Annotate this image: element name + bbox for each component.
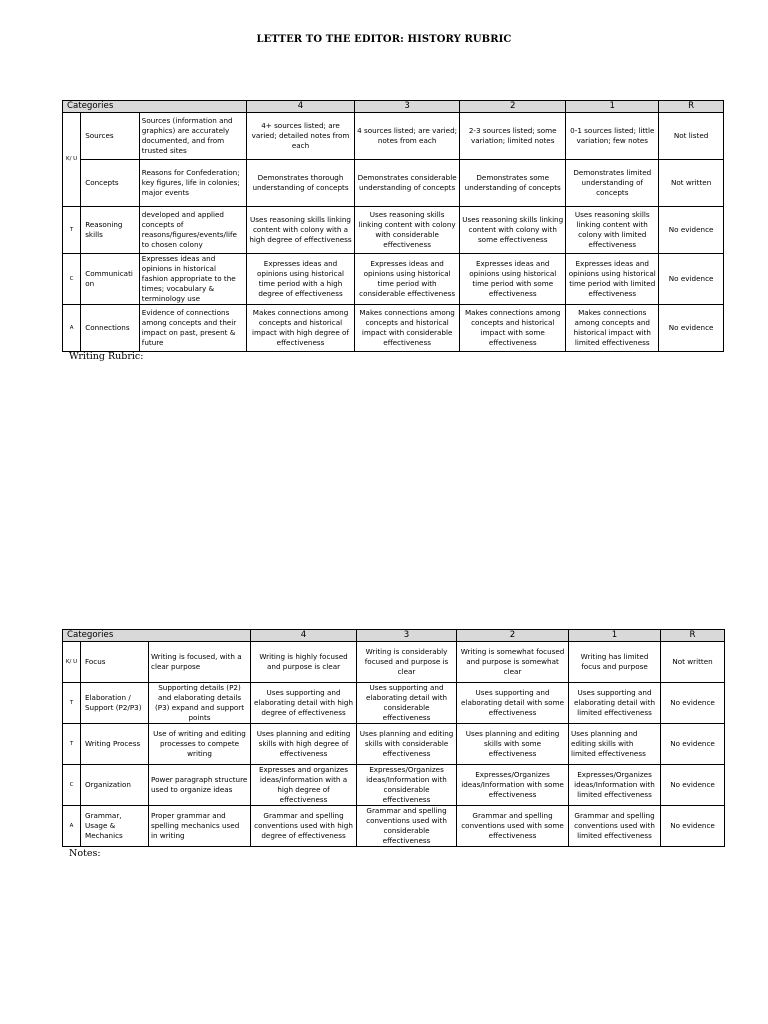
level-2-cell: Grammar and spelling conventions used with some effectiveness: [457, 806, 569, 847]
table-row: [63, 765, 725, 806]
criterion-description: Use of writing and editing processes to compete writing: [149, 724, 251, 765]
level-1-cell: Uses planning and editing skills with limited effectiveness: [569, 724, 661, 765]
level-2-cell: Expresses ideas and opinions using historical time period with some effectiveness: [460, 254, 566, 305]
level-1-cell: Uses supporting and elaborating detail with limited effectiveness: [569, 683, 661, 724]
page-title: LETTER TO THE EDITOR: HISTORY RUBRIC: [256, 34, 512, 45]
level-4-cell: Uses supporting and elaborating detail with high degree of effectiveness: [251, 683, 357, 724]
level-4-cell: 4+ sources listed; are varied; detailed notes from each: [246, 113, 354, 160]
level-r-cell: No evidence: [661, 683, 725, 724]
level-3-cell: Expresses ideas and opinions using historical time period with considerable effectiveness: [355, 254, 460, 305]
header-level-1: 1: [569, 630, 661, 642]
level-3-cell: Makes connections among concepts and historical impact with considerable effectiveness: [355, 305, 460, 352]
level-r-cell: No evidence: [659, 207, 724, 254]
category-code: C: [63, 765, 81, 806]
category-code: K/ U: [63, 642, 81, 683]
level-3-cell: Writing is considerably focused and purpose is clear: [357, 642, 457, 683]
criterion-description: Proper grammar and spelling mechanics used in writing: [149, 806, 251, 847]
header-level-4: 4: [251, 630, 357, 642]
writing-rubric-heading: Writing Rubric:: [69, 351, 144, 362]
level-2-cell: Expresses/Organizes ideas/Information with some effectiveness: [457, 765, 569, 806]
level-1-cell: Writing has limited focus and purpose: [569, 642, 661, 683]
category-code: A: [63, 806, 81, 847]
category-code: A: [63, 305, 81, 352]
level-4-cell: Writing is highly focused and purpose is clear: [251, 642, 357, 683]
table-row: [63, 254, 724, 305]
level-2-cell: Writing is somewhat focused and purpose is somewhat clear: [457, 642, 569, 683]
table-row: [63, 724, 725, 765]
criterion-label: Sources: [81, 113, 140, 160]
table-row: [63, 305, 724, 352]
level-1-cell: Expresses ideas and opinions using historical time period with limited effectiveness: [566, 254, 659, 305]
level-3-cell: Uses supporting and elaborating detail with considerable effectiveness: [357, 683, 457, 724]
level-3-cell: 4 sources listed; are varied; notes from each: [355, 113, 460, 160]
level-r-cell: No evidence: [659, 305, 724, 352]
level-4-cell: Expresses and organizes ideas/information with a high degree of effectiveness: [251, 765, 357, 806]
criterion-description: Power paragraph structure used to organize ideas: [149, 765, 251, 806]
category-code: T: [63, 207, 81, 254]
level-4-cell: Makes connections among concepts and historical impact with high degree of effectiveness: [246, 305, 354, 352]
header-level-r: R: [661, 630, 725, 642]
level-2-cell: Makes connections among concepts and historical impact with some effectiveness: [460, 305, 566, 352]
category-code: K/ U: [63, 113, 81, 207]
level-r-cell: No evidence: [661, 765, 725, 806]
criterion-description: Supporting details (P2) and elaborating details (P3) expand and support points: [149, 683, 251, 724]
level-4-cell: Uses reasoning skills linking content with colony with a high degree of effectiveness: [246, 207, 354, 254]
criterion-label: Organization: [81, 765, 149, 806]
level-2-cell: Uses supporting and elaborating detail with some effectiveness: [457, 683, 569, 724]
criterion-description: Sources (information and graphics) are accurately documented, and from trusted sites: [139, 113, 246, 160]
criterion-label: Elaboration / Support (P2/P3): [81, 683, 149, 724]
level-3-cell: Expresses/Organizes ideas/Information with considerable effectiveness: [357, 765, 457, 806]
header-level-3: 3: [357, 630, 457, 642]
criterion-label: Connections: [81, 305, 140, 352]
category-code: C: [63, 254, 81, 305]
level-1-cell: Expresses/Organizes ideas/Information with limited effectiveness: [569, 765, 661, 806]
level-r-cell: No evidence: [661, 724, 725, 765]
criterion-description: Writing is focused, with a clear purpose: [149, 642, 251, 683]
category-code: T: [63, 683, 81, 724]
level-4-cell: Demonstrates thorough understanding of concepts: [246, 160, 354, 207]
level-r-cell: No evidence: [659, 254, 724, 305]
criterion-label: Communication: [81, 254, 140, 305]
criterion-description: Evidence of connections among concepts and their impact on past, present & future: [139, 305, 246, 352]
table-row: [63, 113, 724, 160]
level-1-cell: 0-1 sources listed; little variation; few notes: [566, 113, 659, 160]
level-1-cell: Grammar and spelling conventions used with limited effectiveness: [569, 806, 661, 847]
header-level-r: R: [659, 101, 724, 113]
criterion-description: Expresses ideas and opinions in historical fashion appropriate to the times; vocabulary & terminology use: [139, 254, 246, 305]
level-3-cell: Demonstrates considerable understanding of concepts: [355, 160, 460, 207]
criterion-description: Reasons for Confederation; key figures, life in colonies; major events: [139, 160, 246, 207]
level-4-cell: Uses planning and editing skills with high degree of effectiveness: [251, 724, 357, 765]
level-2-cell: Uses planning and editing skills with some effectiveness: [457, 724, 569, 765]
level-4-cell: Grammar and spelling conventions used with high degree of effectiveness: [251, 806, 357, 847]
table-row: [63, 160, 724, 207]
history-rubric-table: [62, 100, 724, 352]
header-level-1: 1: [566, 101, 659, 113]
header-categories: Categories: [63, 630, 251, 642]
level-3-cell: Grammar and spelling conventions used with considerable effectiveness: [357, 806, 457, 847]
header-level-2: 2: [460, 101, 566, 113]
level-r-cell: No evidence: [661, 806, 725, 847]
level-2-cell: 2-3 sources listed; some variation; limited notes: [460, 113, 566, 160]
writing-rubric-table: [62, 629, 725, 847]
criterion-label: Writing Process: [81, 724, 149, 765]
level-4-cell: Expresses ideas and opinions using historical time period with a high degree of effectiveness: [246, 254, 354, 305]
table-row: [63, 207, 724, 254]
level-r-cell: Not listed: [659, 113, 724, 160]
table-row: [63, 806, 725, 847]
criterion-description: developed and applied concepts of reasons/figures/events/life to chosen colony: [139, 207, 246, 254]
criterion-label: Grammar, Usage & Mechanics: [81, 806, 149, 847]
header-level-4: 4: [246, 101, 354, 113]
criterion-label: Concepts: [81, 160, 140, 207]
level-3-cell: Uses planning and editing skills with considerable effectiveness: [357, 724, 457, 765]
criterion-label: Focus: [81, 642, 149, 683]
level-1-cell: Demonstrates limited understanding of concepts: [566, 160, 659, 207]
level-3-cell: Uses reasoning skills linking content with colony with considerable effectiveness: [355, 207, 460, 254]
level-r-cell: Not written: [659, 160, 724, 207]
level-r-cell: Not written: [661, 642, 725, 683]
header-categories: Categories: [63, 101, 247, 113]
table-row: [63, 683, 725, 724]
level-1-cell: Uses reasoning skills linking content with colony with limited effectiveness: [566, 207, 659, 254]
table-row: [63, 642, 725, 683]
level-1-cell: Makes connections among concepts and historical impact with limited effectiveness: [566, 305, 659, 352]
notes-heading: Notes:: [69, 848, 101, 859]
level-2-cell: Demonstrates some understanding of concepts: [460, 160, 566, 207]
level-2-cell: Uses reasoning skills linking content with colony with some effectiveness: [460, 207, 566, 254]
header-row: [63, 630, 725, 642]
header-level-3: 3: [355, 101, 460, 113]
criterion-label: Reasoning skills: [81, 207, 140, 254]
header-level-2: 2: [457, 630, 569, 642]
header-row: [63, 101, 724, 113]
category-code: T: [63, 724, 81, 765]
